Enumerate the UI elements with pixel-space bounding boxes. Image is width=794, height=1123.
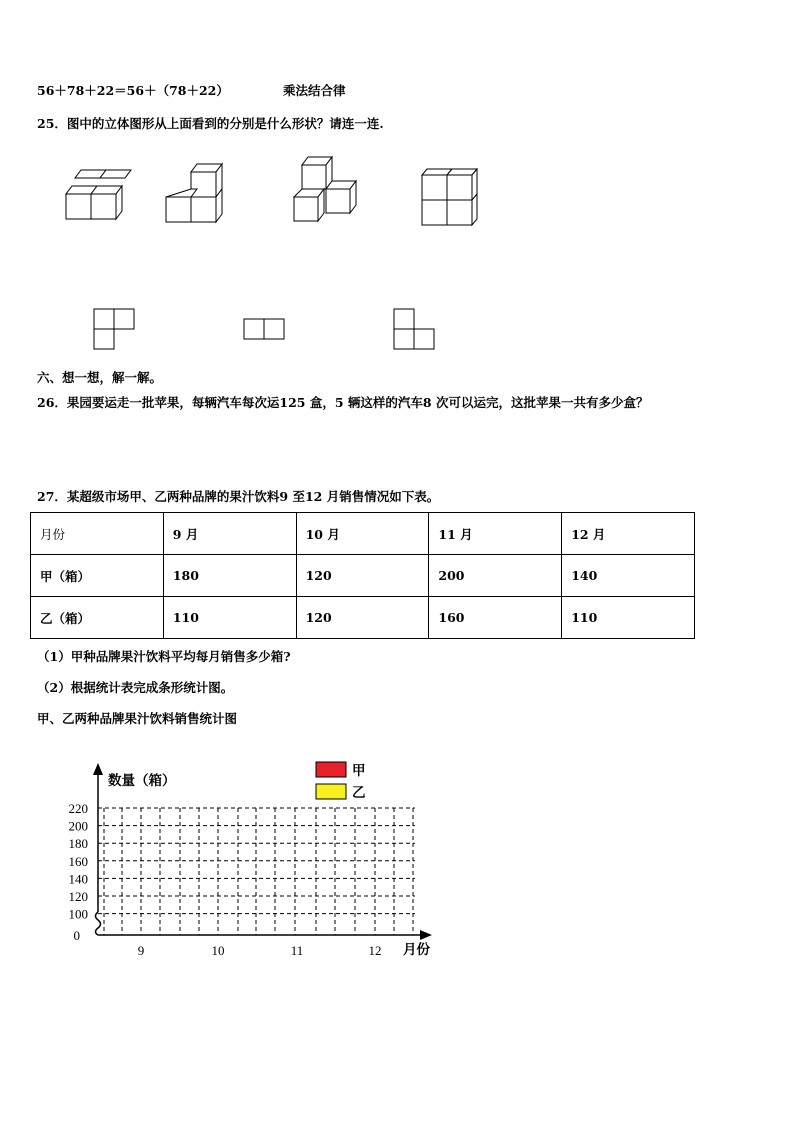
table-header-cell: 11 月 (429, 513, 562, 555)
table-cell: 160 (429, 597, 562, 639)
legend-swatch (316, 762, 346, 777)
y-tick-label: 140 (68, 871, 88, 887)
x-tick-label: 12 (368, 943, 382, 958)
x-tick-label: 9 (137, 943, 145, 958)
legend-label: 乙 (352, 785, 366, 801)
question-27-part-1: （1）甲种品牌果汁饮料平均每月销售多少箱? (37, 649, 291, 664)
table-header-cell: 月份 (31, 513, 164, 555)
axis-break-mark (96, 912, 101, 935)
question-25: 25．图中的立体图形从上面看到的分别是什么形状？请连一连. (37, 116, 384, 131)
table-cell: 180 (163, 555, 296, 597)
section-6-title: 六、想一想，解一解。 (37, 370, 163, 385)
question-26: 26．果园要运走一批苹果，每辆汽车每次运125 盒，5 辆这样的汽车8 次可以运完，这批苹果一共有多少盒？ (37, 395, 649, 410)
table-header-cell: 12 月 (562, 513, 695, 555)
y-tick-label: 220 (68, 801, 88, 816)
chart-title: 甲、乙两种品牌果汁饮料销售统计图 (37, 711, 238, 726)
chart-legend (316, 762, 366, 801)
table-cell: 乙（箱） (31, 597, 164, 639)
x-axis-arrow (420, 930, 432, 940)
equation-text: 56＋78＋22＝56＋（78＋22） (37, 83, 229, 98)
table-header-cell: 10 月 (296, 513, 429, 555)
legend-label: 甲 (352, 763, 366, 779)
y-tick-label: 120 (68, 889, 88, 904)
law-text: 乘法结合律 (283, 83, 346, 98)
table-cell: 140 (562, 555, 695, 597)
table-cell: 110 (163, 597, 296, 639)
y-tick-label: 0 (73, 928, 80, 943)
chart-grid (98, 808, 415, 935)
y-tick-label: 100 (68, 906, 88, 922)
x-axis-label: 月份 (403, 942, 430, 958)
table-header-cell: 9 月 (163, 513, 296, 555)
y-tick-label: 160 (68, 853, 88, 869)
y-axis-arrow (93, 763, 103, 775)
table-cell: 110 (562, 597, 695, 639)
table-cell: 200 (429, 555, 562, 597)
table-cell: 120 (296, 597, 429, 639)
y-tick-label: 180 (68, 836, 88, 852)
table-cell: 120 (296, 555, 429, 597)
table-cell: 甲（箱） (31, 555, 164, 597)
question-27-part-2: （2）根据统计表完成条形统计图。 (37, 680, 234, 695)
y-axis-label: 数量（箱） (108, 773, 176, 789)
question-27: 27．某超级市场甲、乙两种品牌的果汁饮料9 至12 月销售情况如下表。 (37, 489, 440, 504)
x-tick-label: 10 (211, 943, 225, 958)
legend-swatch (316, 784, 346, 799)
chart-labels (69, 772, 431, 958)
x-tick-label: 11 (290, 943, 304, 958)
y-tick-label: 200 (68, 818, 88, 834)
